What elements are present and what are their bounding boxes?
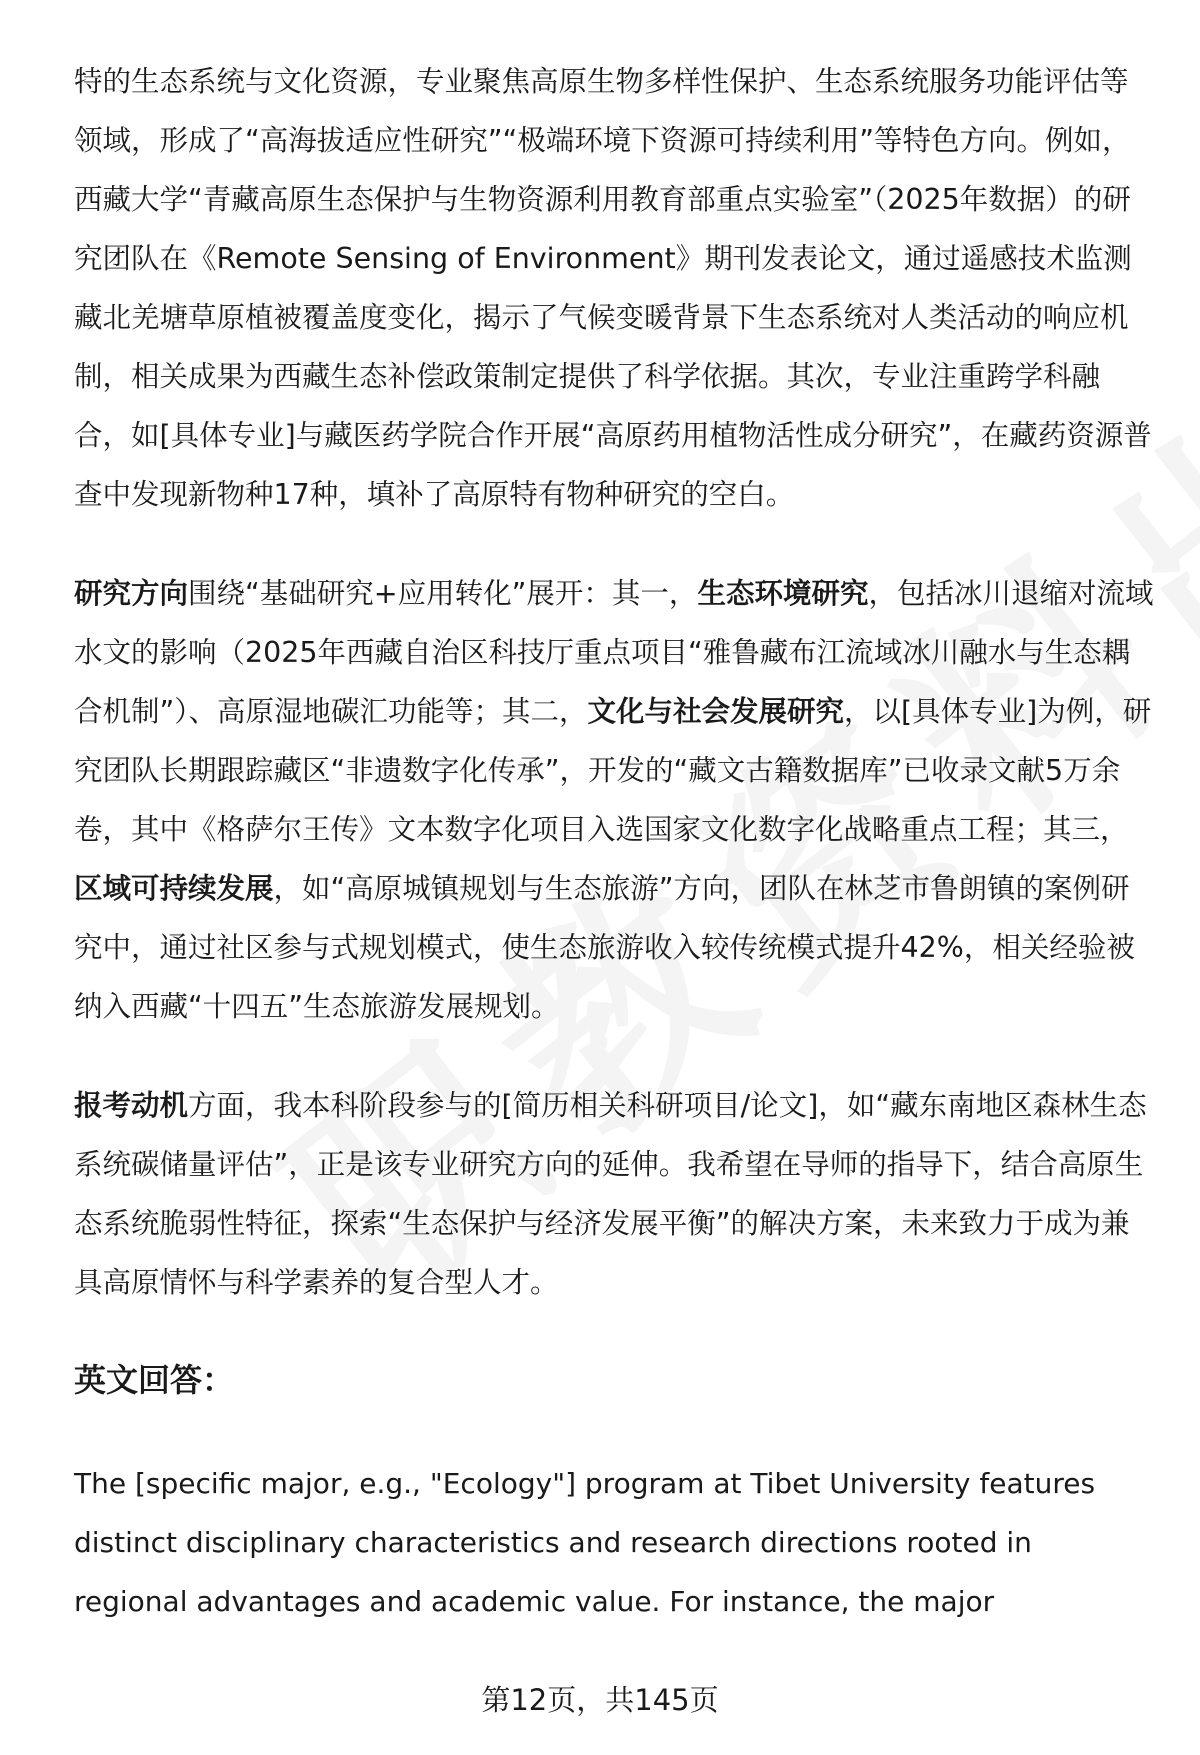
paragraph-research-directions bbox=[74, 564, 1154, 1036]
culture-society-research-label: 文化与社会发展研究 bbox=[587, 695, 845, 728]
paragraph-application-motivation bbox=[74, 1076, 1154, 1312]
english-answer-paragraph: The [specific major, e.g., "Ecology"] program at Tibet University features distinct disciplinary characteristics and research directions rooted in regional advantages and academic value. For instance, the major bbox=[74, 1467, 1096, 1618]
regional-sustainable-development-label: 区域可持续发展 bbox=[74, 872, 274, 905]
document-content bbox=[74, 52, 1154, 1631]
research-directions-text-4: ，如“高原城镇规划与生态旅游”方向，团队在林芝市鲁朗镇的案例研究中，通过社区参与式规划模式，使生态旅游收入较传统模式提升42%，相关经验被纳入西藏“十四五”生态旅游发展规划。 bbox=[74, 872, 1135, 1023]
research-directions-text-1: 围绕“基础研究+应用转化”展开：其一， bbox=[188, 577, 698, 610]
research-directions-heading: 研究方向 bbox=[74, 577, 189, 610]
paragraph-discipline-features: 特的生态系统与文化资源，专业聚焦高原生物多样性保护、生态系统服务功能评估等领域，形成了“高海拔适应性研究”“极端环境下资源可持续利用”等特色方向。例如，西藏大学“青藏高原生态保护与生物资源利用教育部重点实验室”（2025年数据）的研究团队在《Remote Sensing of Environment》期刊发表论文，通过遥感技术监测藏北羌塘草原植被覆盖度变化，揭示了气候变暖背景下生态系统对人类活动的响应机制，相关成果为西藏生态补偿政策制定提供了科学依据。其次，专业注重跨学科融合，如[具体专业]与藏医药学院合作开展“高原药用植物活性成分研究”，在藏药资源普查中发现新物种17种，填补了高原特有物种研究的空白。 bbox=[74, 65, 1152, 511]
motivation-heading: 报考动机 bbox=[74, 1089, 189, 1122]
motivation-text: 方面，我本科阶段参与的[简历相关科研项目/论文]，如“藏东南地区森林生态系统碳储量评估”，正是该专业研究方向的延伸。我希望在导师的指导下，结合高原生态系统脆弱性特征，探索“生态保护与经济发展平衡”的解决方案，未来致力于成为兼具高原情怀与科学素养的复合型人才。 bbox=[74, 1089, 1147, 1299]
research-directions-text-2: ，包括冰川退缩对流域水文的影响（2025年西藏自治区科技厅重点项目“雅鲁藏布江流域冰川融水与生态耦合机制”）、高原湿地碳汇功能等；其二， bbox=[74, 577, 1154, 728]
english-answer-heading: 英文回答： bbox=[74, 1361, 235, 1399]
page-number-footer: 第12页，共145页 bbox=[481, 1683, 719, 1717]
ecology-research-label: 生态环境研究 bbox=[697, 577, 869, 610]
research-directions-text-3: ，以[具体专业]为例，研究团队长期跟踪藏区“非遗数字化传承”，开发的“藏文古籍数据库”已收录文献5万余卷，其中《格萨尔王传》文本数字化项目入选国家文化数字化战略重点工程；其三， bbox=[74, 695, 1152, 846]
